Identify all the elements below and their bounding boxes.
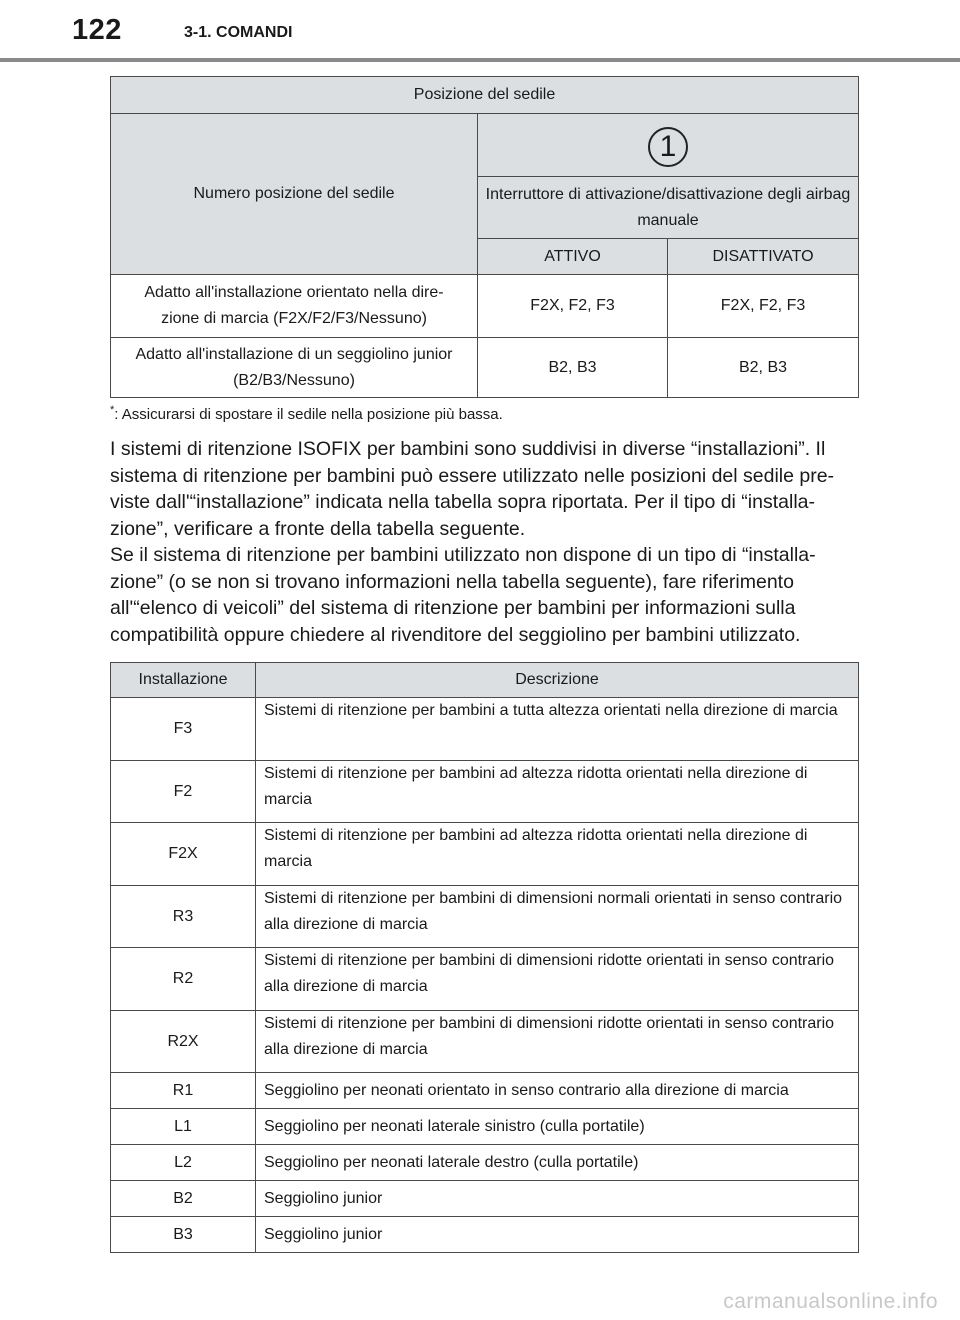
table-row	[111, 1011, 859, 1073]
seat-table-title: Posizione del sedile	[111, 77, 859, 114]
installation-code: R2	[111, 948, 256, 1011]
installation-description: Sistemi di ritenzione per bambini di dimensioni ridotte orientati in senso contrario alla direzione di marcia	[256, 1011, 859, 1073]
watermark: carmanualsonline.info	[723, 1290, 938, 1313]
section-title: 3-1. COMANDI	[184, 24, 293, 41]
seat-row-label: Adatto all'installazione di un seggiolino junior (B2/B3/Nessuno)	[111, 338, 478, 398]
body-text	[110, 436, 860, 648]
installation-code: R2X	[111, 1011, 256, 1073]
installation-description: Sistemi di ritenzione per bambini a tutta altezza orientati nella direzione di marcia	[256, 698, 859, 761]
installation-description: Seggiolino junior	[256, 1217, 859, 1253]
footnote-text: : Assicurarsi di spostare il sedile nella posizione più bassa.	[114, 406, 503, 423]
table-row	[111, 698, 859, 761]
seat-row-on-value: F2X, F2, F3	[478, 275, 668, 338]
table-row	[111, 1109, 859, 1145]
installation-code: F2	[111, 761, 256, 823]
table-row	[111, 1181, 859, 1217]
footnote	[110, 404, 503, 423]
table-row	[111, 948, 859, 1011]
installation-description: Seggiolino per neonati orientato in senso contrario alla direzione di marcia	[256, 1073, 859, 1109]
installation-code: R1	[111, 1073, 256, 1109]
page-number: 122	[72, 14, 122, 46]
seat-row-on-value: B2, B3	[478, 338, 668, 398]
installation-header: Installazione	[111, 663, 256, 698]
paragraph: I sistemi di ritenzione ISOFIX per bambini sono suddivisi in diverse “installazioni”. Il sistema di ritenzione per bambini può essere utilizzato nelle posizioni del sedile pre-viste dall'“installazione” indicata nella tabella sopra riportata. Per il tipo di “installa-zione”, verificare a fronte della tabella seguente.	[110, 438, 835, 540]
position-number-cell	[478, 114, 859, 177]
seat-row-off-value: F2X, F2, F3	[668, 275, 859, 338]
position-number-circle: 1	[648, 127, 688, 167]
installation-code: F2X	[111, 823, 256, 886]
installation-description: Seggiolino junior	[256, 1181, 859, 1217]
installation-code: R3	[111, 886, 256, 948]
installation-description: Sistemi di ritenzione per bambini di dimensioni ridotte orientati in senso contrario alla direzione di marcia	[256, 948, 859, 1011]
installation-code: B2	[111, 1181, 256, 1217]
seat-row-label: Adatto all'installazione orientato nella dire-zione di marcia (F2X/F2/F3/Nessuno)	[111, 275, 478, 338]
table-row	[111, 823, 859, 886]
installation-description: Seggiolino per neonati laterale sinistro (culla portatile)	[256, 1109, 859, 1145]
description-header: Descrizione	[256, 663, 859, 698]
on-header: ATTIVO	[478, 239, 668, 275]
installation-description: Sistemi di ritenzione per bambini di dimensioni normali orientati in senso contrario alla direzione di marcia	[256, 886, 859, 948]
header-divider	[0, 58, 960, 62]
table-row	[111, 1145, 859, 1181]
seat-position-table	[110, 76, 859, 398]
paragraph: Se il sistema di ritenzione per bambini utilizzato non dispone di un tipo di “installa-zione” (o se non si trovano informazioni nella tabella seguente), fare riferimento all'“elenco di veicoli” del sistema di ritenzione per bambini per informazioni sulla compatibilità oppure chiedere al rivenditore del seggiolino per bambini utilizzato.	[110, 544, 816, 646]
off-header: DISATTIVATO	[668, 239, 859, 275]
installation-code: F3	[111, 698, 256, 761]
airbag-switch-header: Interruttore di attivazione/disattivazione degli airbag manuale	[478, 177, 859, 239]
installation-code: B3	[111, 1217, 256, 1253]
installation-description: Seggiolino per neonati laterale destro (culla portatile)	[256, 1145, 859, 1181]
footnote-mark: *	[110, 404, 115, 416]
table-row	[111, 761, 859, 823]
installation-code: L2	[111, 1145, 256, 1181]
installation-description: Sistemi di ritenzione per bambini ad altezza ridotta orientati nella direzione di marcia	[256, 761, 859, 823]
table-row	[111, 1217, 859, 1253]
seat-row-off-value: B2, B3	[668, 338, 859, 398]
table-row	[111, 886, 859, 948]
seat-position-number-header: Numero posizione del sedile	[111, 114, 478, 275]
table-row	[111, 1073, 859, 1109]
installation-description: Sistemi di ritenzione per bambini ad altezza ridotta orientati nella direzione di marcia	[256, 823, 859, 886]
installation-code: L1	[111, 1109, 256, 1145]
installation-table	[110, 662, 859, 1253]
